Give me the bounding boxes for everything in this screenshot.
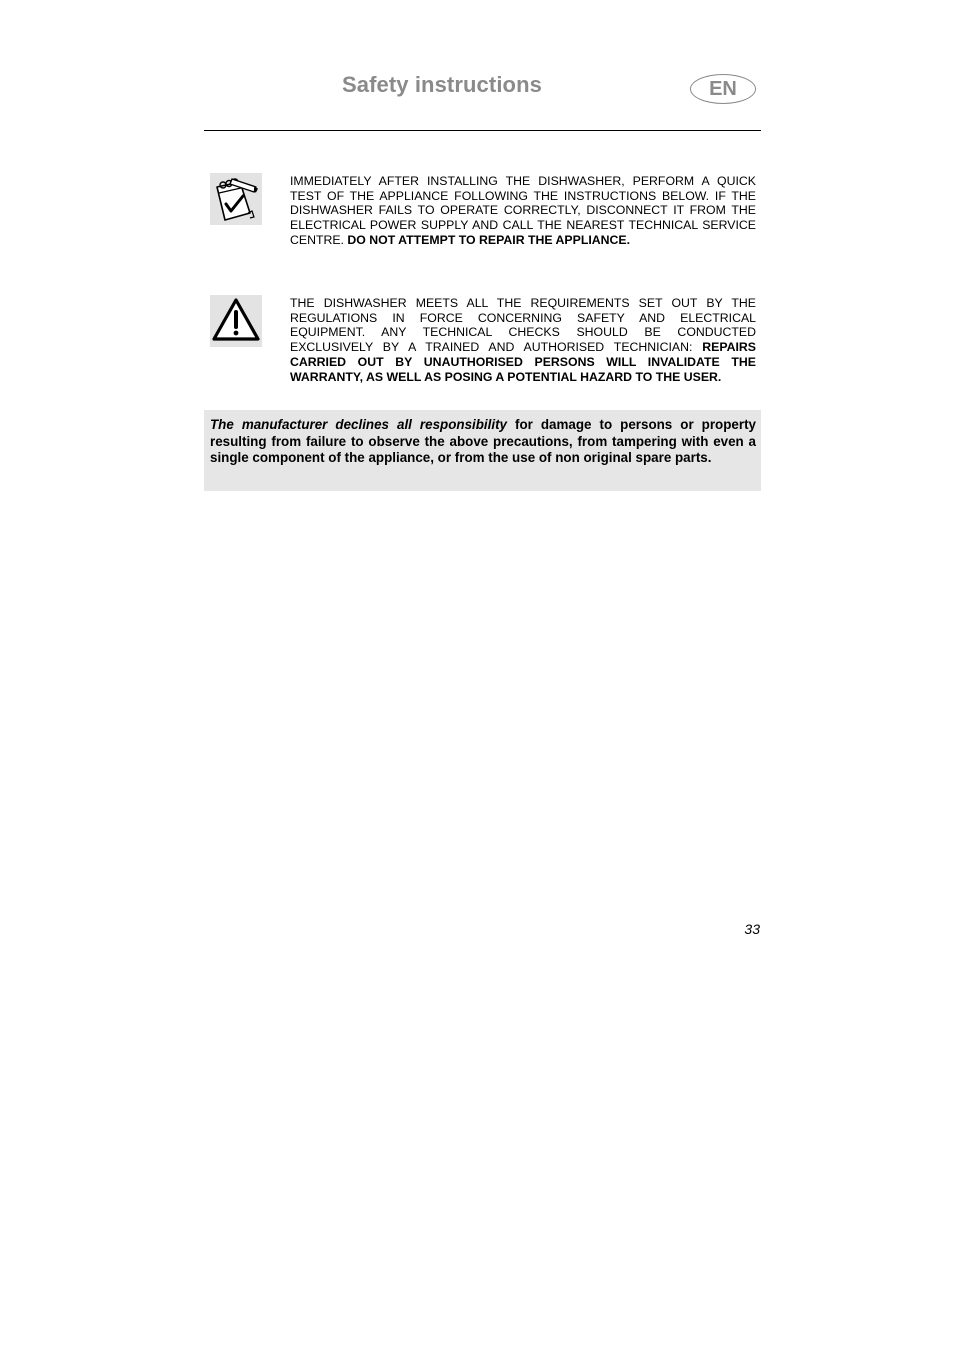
checklist-icon	[210, 173, 262, 225]
notice-quick-test-text: IMMEDIATELY AFTER INSTALLING THE DISHWASHER, PERFORM A QUICK TEST OF THE APPLIANCE FOLLOWING THE INSTRUCTIONS BELOW. IF THE DISHWASHER FAILS TO OPERATE CORRECTLY, DISCONNECT IT FROM THE ELECTRICAL POWER SUPPLY AND CALL THE NEAREST TECHNICAL SERVICE CENTRE.	[290, 174, 756, 247]
warning-icon	[210, 295, 262, 347]
notice-regulations-text: THE DISHWASHER MEETS ALL THE REQUIREMENTS SET OUT BY THE REGULATIONS IN FORCE CONCERNING SAFETY AND ELECTRICAL EQUIPMENT. ANY TECHNICAL CHECKS SHOULD BE CONDUCTED EXCLUSIVELY BY A TRAINED AND AUTHORISED TECHNICIAN:	[290, 296, 756, 355]
disclaimer-box	[204, 410, 761, 491]
notice-regulations	[290, 296, 756, 384]
disclaimer-text: for damage to persons or property resulting from failure to observe the above precautions, from tampering with even a single component of the appliance, or from the use of non original spare parts.	[210, 417, 756, 465]
notice-regulations-warning: REPAIRS CARRIED OUT BY UNAUTHORISED PERSONS WILL INVALIDATE THE WARRANTY, AS WELL AS POSING A POTENTIAL HAZARD TO THE USER.	[290, 340, 757, 384]
page-title: Safety instructions	[342, 72, 542, 97]
language-badge: EN	[690, 74, 756, 104]
header-divider	[204, 130, 761, 131]
page-number: 33	[744, 921, 760, 937]
disclaimer-lead: The manufacturer declines all responsibility	[210, 417, 507, 432]
notice-quick-test	[290, 174, 756, 248]
notice-quick-test-warning: DO NOT ATTEMPT TO REPAIR THE APPLIANCE.	[347, 232, 631, 247]
